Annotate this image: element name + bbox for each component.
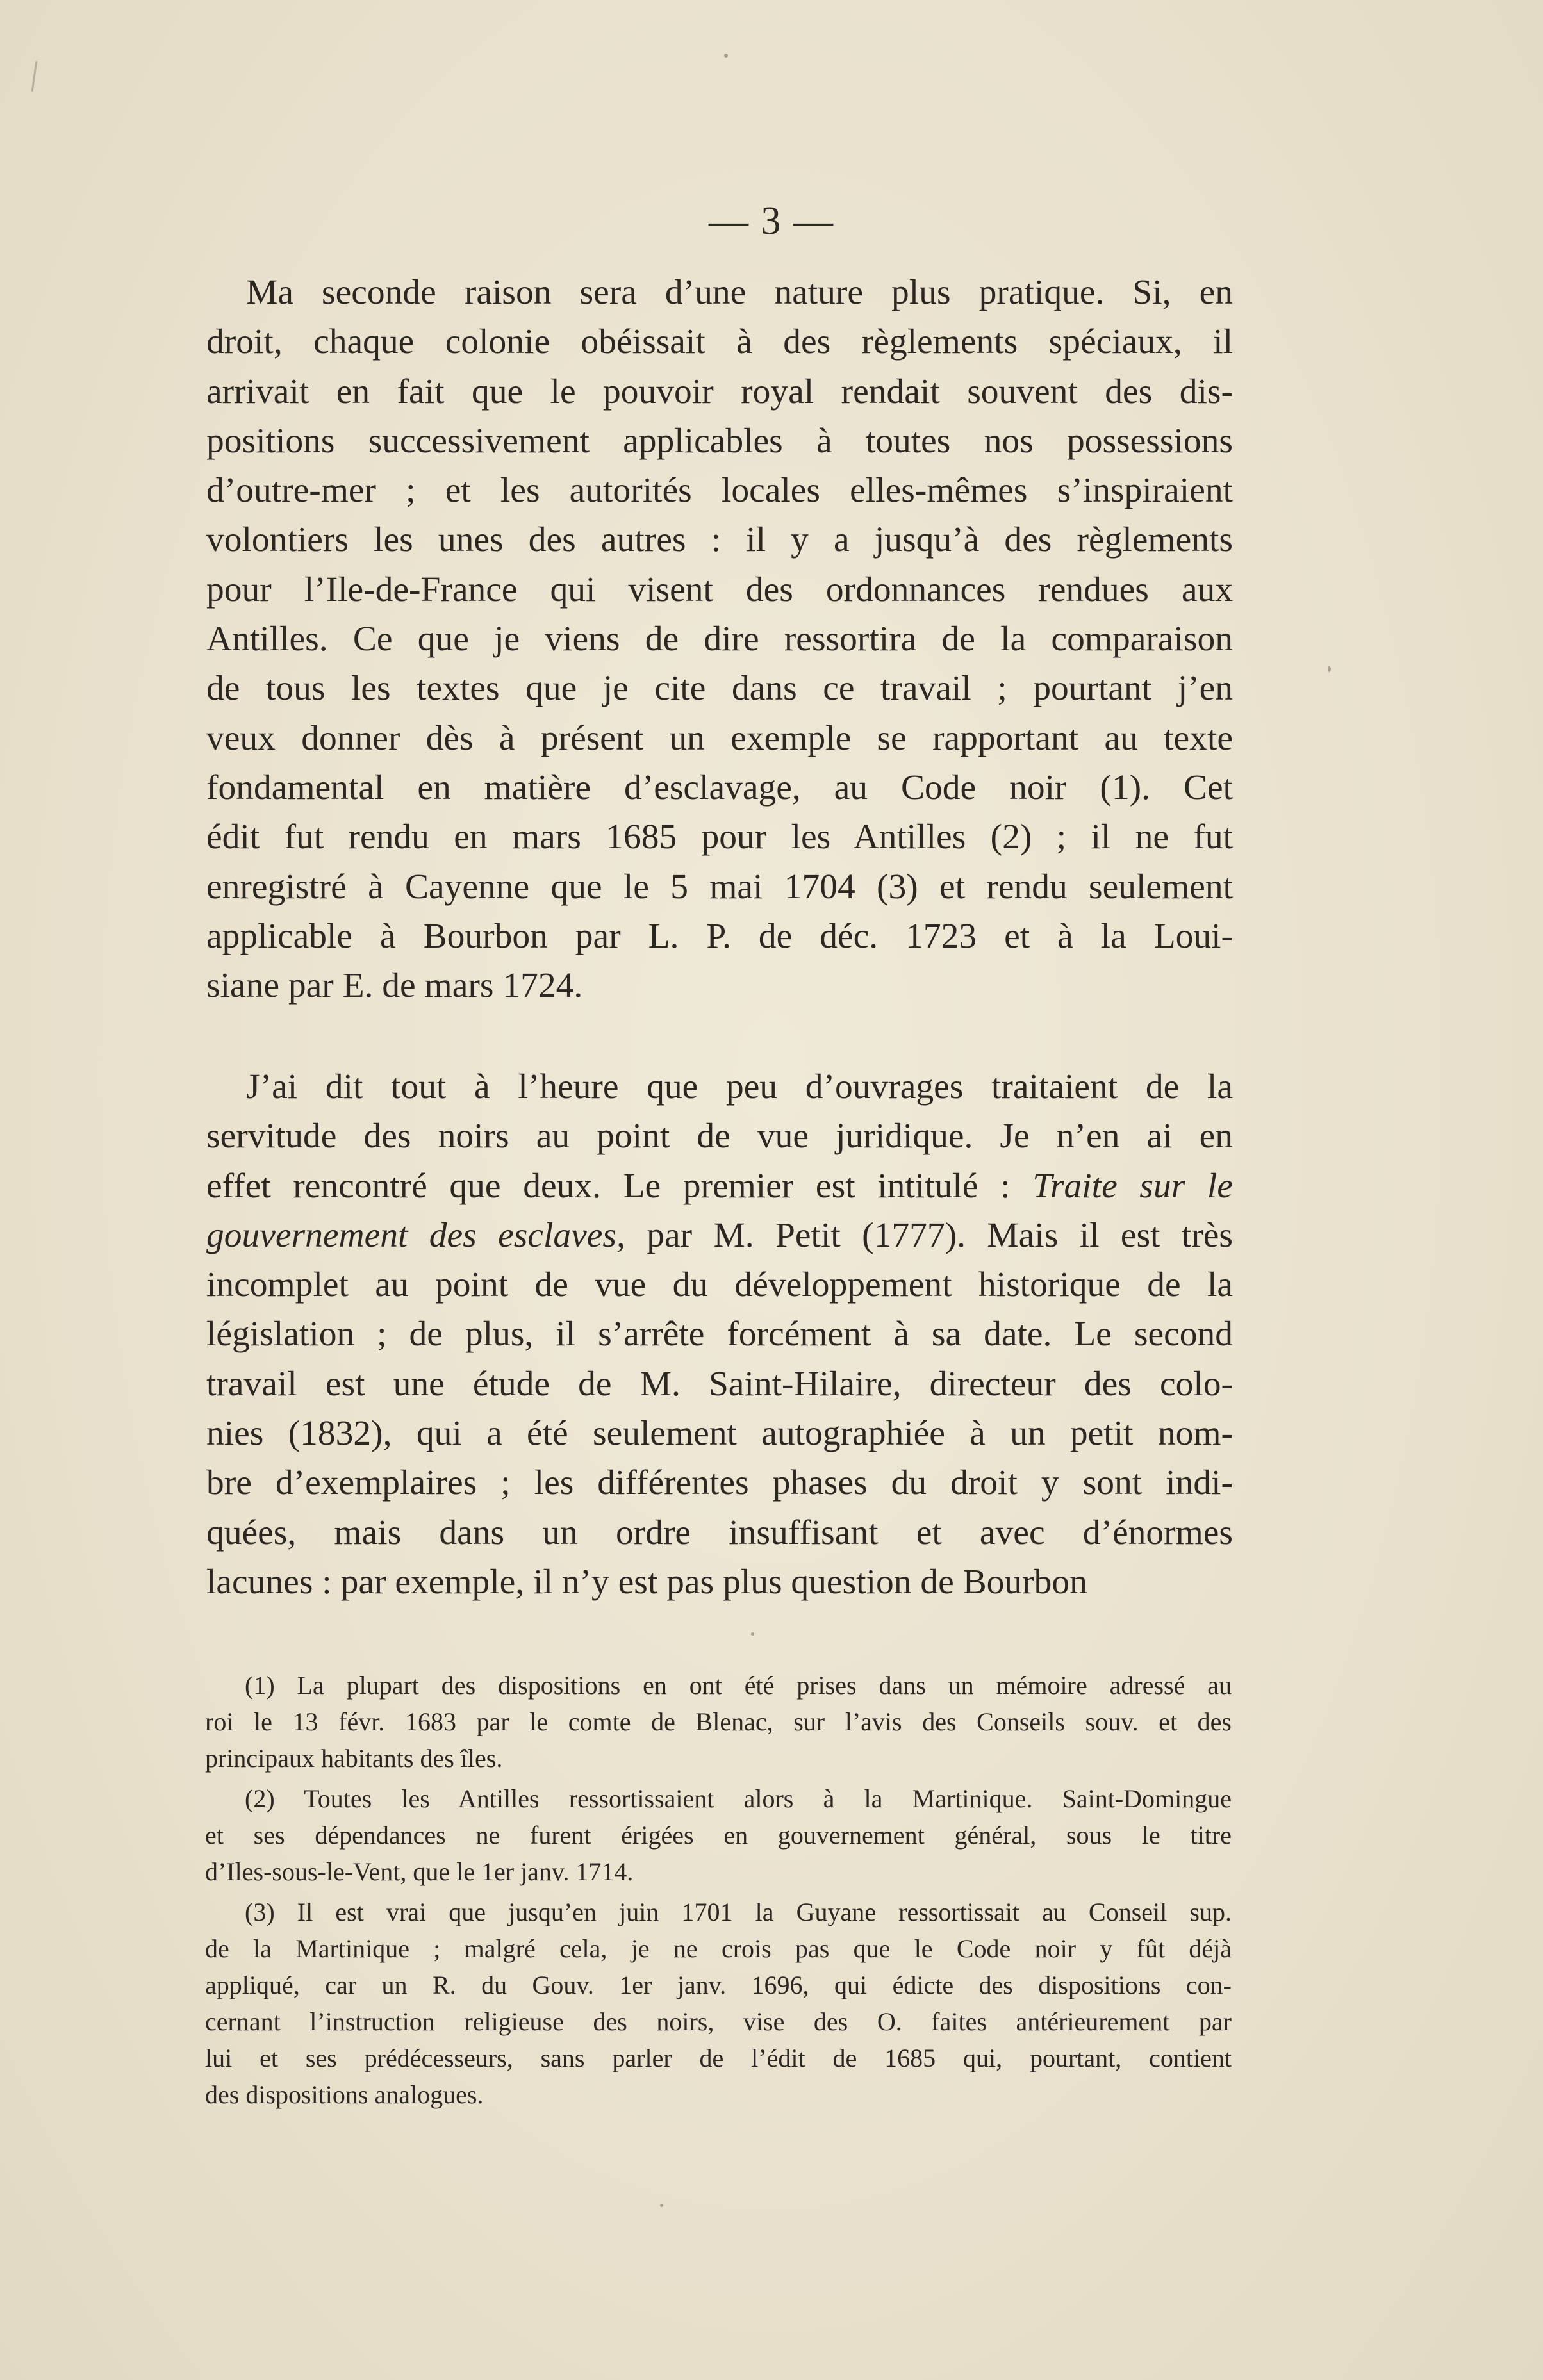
text-line: droit, chaque colonie obéissait à des règlements spéciaux, il: [206, 322, 1233, 362]
text-line: édit fut rendu en mars 1685 pour les Antilles (2) ; il ne fut: [206, 817, 1233, 857]
text-line-with-title: [206, 1211, 1233, 1260]
text-line: J’ai dit tout à l’heure que peu d’ouvrages traitaient de la: [246, 1067, 1233, 1106]
footnote-line: roi le 13 févr. 1683 par le comte de Blenac, sur l’avis des Conseils souv. et des: [205, 1707, 1232, 1736]
text-line: d’outre-mer ; et les autorités locales elles-mêmes s’inspiraient: [206, 471, 1233, 511]
paragraph-2: [206, 1062, 1233, 1607]
page-number: — 3 —: [709, 199, 834, 243]
paragraph-1: [206, 268, 1233, 1010]
footnote-3: [205, 1894, 1232, 2113]
footnote-line: d’Iles-sous-le-Vent, que le 1er janv. 1714.: [205, 1857, 634, 1886]
book-title: gouvernement des esclaves,: [206, 1215, 625, 1255]
text-line: Ma seconde raison sera d’une nature plus pratique. Si, en: [246, 273, 1233, 312]
text-line: Antilles. Ce que je viens de dire ressortira de la comparaison: [206, 620, 1233, 659]
footnote-1: [205, 1667, 1232, 1777]
footnote-line: cernant l’instruction religieuse des noirs, vise des O. faites antérieurement par: [205, 2007, 1232, 2036]
text-line: enregistré à Cayenne que le 5 mai 1704 (3) et rendu seulement: [206, 867, 1233, 907]
book-title: Traite sur le: [1032, 1166, 1233, 1206]
text-line: quées, mais dans un ordre insuffisant et avec d’énormes: [206, 1513, 1233, 1552]
text-line: nies (1832), qui a été seulement autographiée à un petit nom-: [206, 1414, 1233, 1454]
footnote-line: (1) La plupart des dispositions en ont été prises dans un mémoire adressé au: [245, 1671, 1232, 1700]
text-line: de tous les textes que je cite dans ce travail ; pourtant j’en: [206, 669, 1233, 709]
text-line: positions successivement applicables à toutes nos possessions: [206, 421, 1233, 461]
text-line: bre d’exemplaires ; les différentes phases du droit y sont indi-: [206, 1463, 1233, 1503]
text-line: veux donner dès à présent un exemple se rapportant au texte: [206, 718, 1233, 758]
text-line: incomplet au point de vue du développement historique de la: [206, 1265, 1233, 1305]
paper-speck: [1328, 666, 1331, 672]
footnote-line: et ses dépendances ne furent érigées en gouvernement général, sous le titre: [205, 1821, 1232, 1850]
text-segment: par M. Petit (1777). Mais il est très: [647, 1215, 1234, 1255]
paper-speck: [724, 54, 728, 58]
text-line-with-title: [206, 1161, 1233, 1211]
text-line: lacunes : par exemple, il n’y est pas plus question de Bourbon: [206, 1562, 1087, 1602]
text-line: siane par E. de mars 1724.: [206, 966, 583, 1006]
footnotes: [205, 1667, 1232, 2117]
footnote-line: (3) Il est vrai que jusqu’en juin 1701 la Guyane ressortissait au Conseil sup.: [245, 1898, 1232, 1926]
text-line: volontiers les unes des autres : il y a jusqu’à des règlements: [206, 520, 1233, 560]
footnote-line: des dispositions analogues.: [205, 2080, 484, 2109]
footnote-line: appliqué, car un R. du Gouv. 1er janv. 1696, qui édicte des dispositions con-: [205, 1971, 1232, 1999]
footnote-line: (2) Toutes les Antilles ressortissaient alors à la Martinique. Saint-Domingue: [245, 1784, 1232, 1813]
text-line: fondamental en matière d’esclavage, au Code noir (1). Cet: [206, 767, 1233, 807]
paper-speck: [751, 1632, 754, 1636]
page-edge-mark: [31, 61, 38, 92]
footnote-line: principaux habitants des îles.: [205, 1744, 503, 1773]
paper-speck: [660, 2204, 663, 2207]
footnote-line: lui et ses prédécesseurs, sans parler de l’édit de 1685 qui, pourtant, contient: [205, 2044, 1232, 2072]
text-line: arrivait en fait que le pouvoir royal rendait souvent des dis-: [206, 372, 1233, 411]
text-segment: effet rencontré que deux. Le premier est intitulé :: [206, 1166, 1011, 1206]
text-line: pour l’Ile-de-France qui visent des ordonnances rendues aux: [206, 570, 1233, 609]
text-line: applicable à Bourbon par L. P. de déc. 1723 et à la Loui-: [206, 916, 1233, 956]
text-line: législation ; de plus, il s’arrête forcément à sa date. Le second: [206, 1315, 1233, 1354]
footnote-2: [205, 1780, 1232, 1890]
text-line: travail est une étude de M. Saint-Hilaire, directeur des colo-: [206, 1364, 1233, 1404]
text-line: servitude des noirs au point de vue juridique. Je n’en ai en: [206, 1117, 1233, 1156]
footnote-line: de la Martinique ; malgré cela, je ne crois pas que le Code noir y fût déjà: [205, 1934, 1232, 1963]
